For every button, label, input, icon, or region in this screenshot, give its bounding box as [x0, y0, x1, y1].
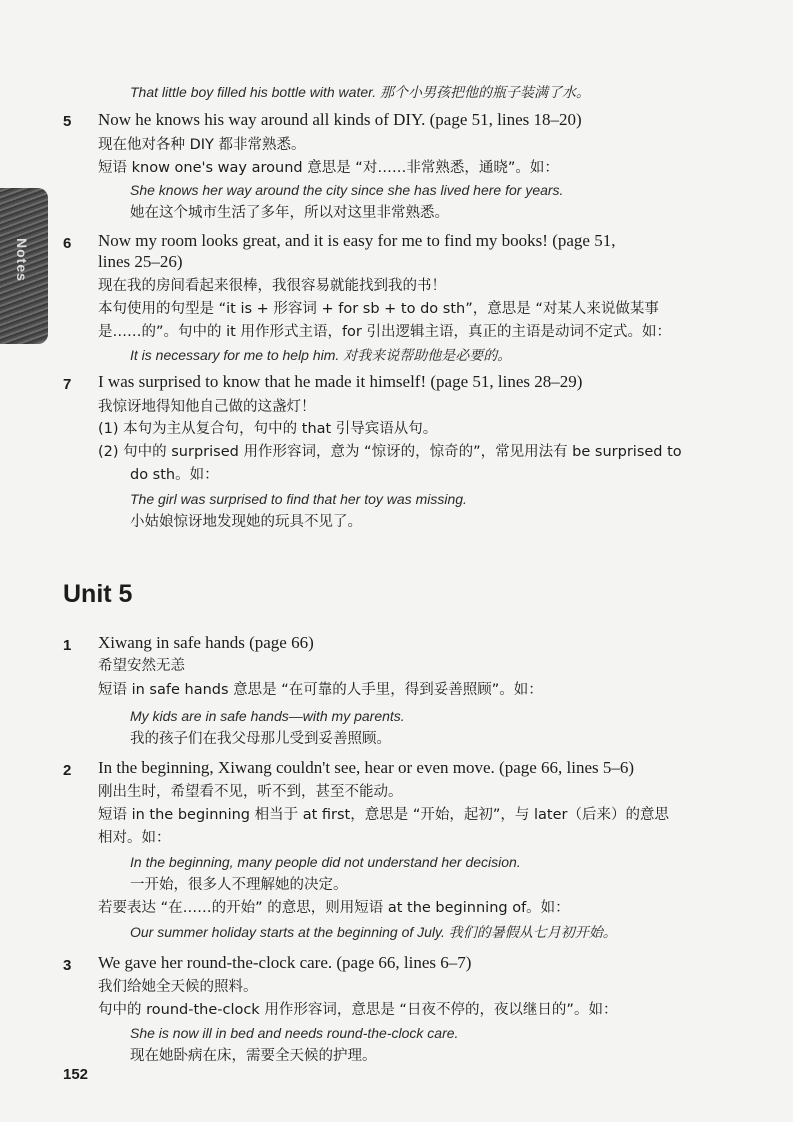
item-number: 7 [63, 376, 72, 393]
item-number: 6 [63, 235, 72, 252]
explanation-line: 本句使用的句型是 “it is + 形容词 + for sb + to do sth”，意思是 “对某人来说做某事 [98, 301, 659, 317]
item-number: 1 [63, 637, 72, 654]
example-line: It is necessary for me to help him. 对我来说帮助他是必要的。 [130, 347, 512, 363]
example-translation-line: 我的孩子们在我父母那儿受到妥善照顾。 [130, 731, 391, 747]
point-line: (2) 句中的 surprised 用作形容词，意为 “惊讶的，惊奇的”，常见用法有 be surprised to [98, 444, 682, 460]
example-line: That little boy filled his bottle with water. 那个小男孩把他的瓶子装满了水。 [130, 84, 591, 100]
notes-tab-label: Notes [14, 238, 30, 282]
translation-line: 我惊讶地得知他自己做的这盏灯！ [98, 399, 316, 415]
sentence-line: Now he knows his way around all kinds of DIY. (page 51, lines 18–20) [98, 110, 582, 129]
sentence-line: Xiwang in safe hands (page 66) [98, 633, 314, 652]
example-translation-line: 小姑娘惊讶地发现她的玩具不见了。 [130, 514, 362, 530]
translation-line: 刚出生时，希望看不见，听不到，甚至不能动。 [98, 784, 403, 800]
item-number: 2 [63, 762, 72, 779]
example-line: She knows her way around the city since she has lived here for years. [130, 182, 564, 198]
explanation-line: 是……的”。句中的 it 用作形式主语，for 引出逻辑主语，真正的主语是动词不定式。如： [98, 324, 671, 340]
translation-line: 现在我的房间看起来很棒，我很容易就能找到我的书！ [98, 278, 446, 294]
translation-line: 希望安然无恙 [98, 658, 185, 674]
notes-side-tab [0, 188, 48, 344]
point-line: (1) 本句为主从复合句，句中的 that 引导宾语从句。 [98, 421, 438, 437]
example-translation-line: 一开始，很多人不理解她的决定。 [130, 877, 348, 893]
example-translation-line: 她在这个城市生活了多年，所以对这里非常熟悉。 [130, 205, 449, 221]
point-line: do sth。如： [130, 467, 219, 483]
translation-line: 现在他对各种 DIY 都非常熟悉。 [98, 137, 306, 153]
explanation-line: 短语 know one's way around 意思是 “对……非常熟悉，通晓”。如： [98, 160, 559, 176]
explanation-line: 短语 in safe hands 意思是 “在可靠的人手里，得到妥善照顾”。如： [98, 682, 543, 698]
item-number: 5 [63, 113, 72, 130]
page-number: 152 [63, 1066, 89, 1083]
sentence-line: I was surprised to know that he made it himself! (page 51, lines 28–29) [98, 372, 583, 391]
sentence-line: We gave her round-the-clock care. (page 66, lines 6–7) [98, 953, 472, 972]
sentence-line: Now my room looks great, and it is easy for me to find my books! (page 51, [98, 231, 616, 250]
explanation-line: 句中的 round-the-clock 用作形容词，意思是 “日夜不停的，夜以继日的”。如： [98, 1002, 618, 1018]
example-line: She is now ill in bed and needs round-the-clock care. [130, 1025, 459, 1041]
explanation-line: 相对。如： [98, 830, 171, 846]
sentence-line: lines 25–26) [98, 252, 183, 271]
unit-title: Unit 5 [63, 580, 133, 608]
item-number: 3 [63, 957, 72, 974]
example-line: My kids are in safe hands—with my parents. [130, 708, 405, 724]
explanation-line: 短语 in the beginning 相当于 at first，意思是 “开始，起初”，与 later（后来）的意思 [98, 807, 669, 823]
sentence-line: In the beginning, Xiwang couldn't see, hear or even move. (page 66, lines 5–6) [98, 758, 635, 777]
explanation-line: 若要表达 “在……的开始” 的意思，则用短语 at the beginning of。如： [98, 900, 570, 916]
example-line: The girl was surprised to find that her toy was missing. [130, 491, 467, 507]
example-line: Our summer holiday starts at the beginning of July. 我们的暑假从七月初开始。 [130, 924, 617, 940]
example-translation-line: 现在她卧病在床，需要全天候的护理。 [130, 1048, 377, 1064]
example-line: In the beginning, many people did not understand her decision. [130, 854, 521, 870]
translation-line: 我们给她全天候的照料。 [98, 979, 258, 995]
